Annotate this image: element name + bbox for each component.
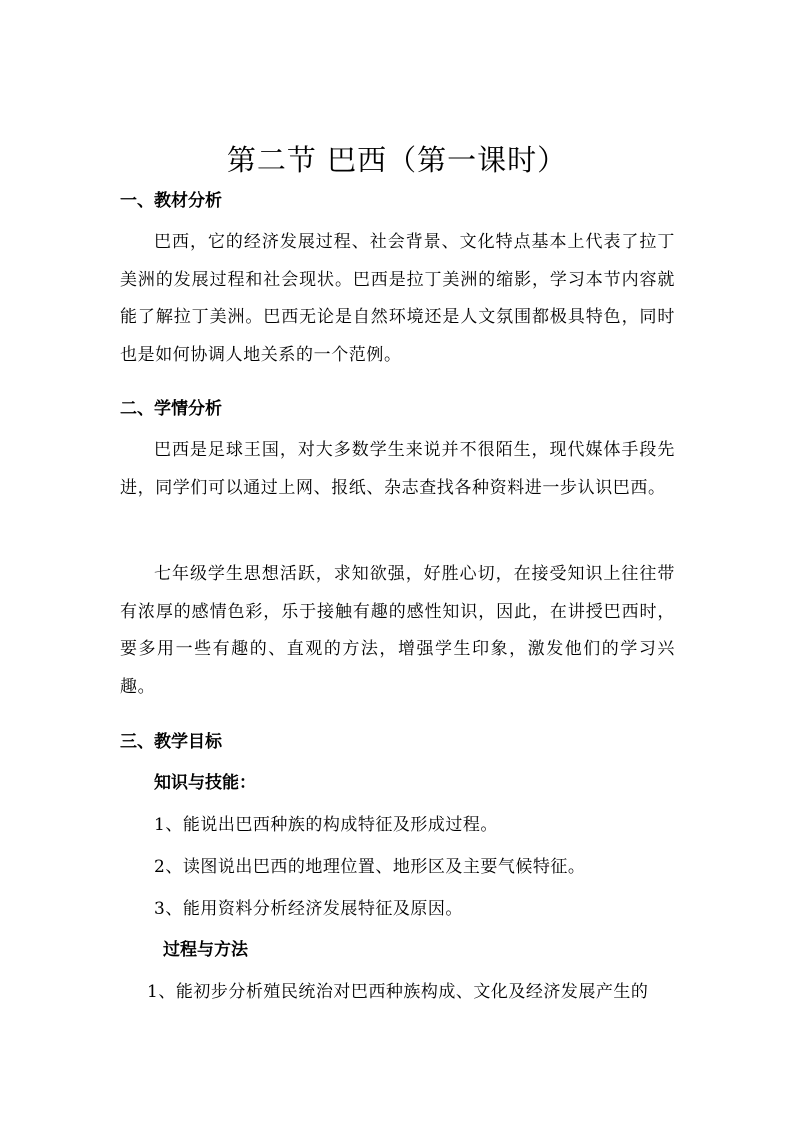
sub-heading-knowledge-skills: 知识与技能：	[154, 773, 256, 793]
sub-heading-process-methods: 过程与方法	[163, 940, 248, 960]
section-heading-textbook-analysis: 一、教材分析	[120, 191, 222, 211]
process-item-1: 1、能初步分析殖民统治对巴西种族构成、文化及经济发展产生的	[147, 982, 649, 1002]
paragraph-student-analysis-1: 巴西是足球王国，对大多数学生来说并不很陌生，现代媒体手段先进，同学们可以通过上网、报纸、杂志查找各种资料进一步认识巴西。	[120, 440, 675, 498]
section-heading-teaching-goals: 三、教学目标	[120, 732, 222, 752]
goal-item-2: 2、读图说出巴西的地理位置、地形区及主要气候特征。	[154, 857, 586, 877]
paragraph-student-analysis-2: 七年级学生思想活跃，求知欲强，好胜心切，在接受知识上往往带有浓厚的感情色彩，乐于接触有趣的感性知识，因此，在讲授巴西时，要多用一些有趣的、直观的方法，增强学生印象，激发他们的学习兴趣。	[120, 564, 675, 697]
paragraph-textbook-analysis: 巴西，它的经济发展过程、社会背景、文化特点基本上代表了拉丁美洲的发展过程和社会现状。巴西是拉丁美洲的缩影，学习本节内容就能了解拉丁美洲。巴西无论是自然环境还是人文氛围都极具特色，同时也是如何协调人地关系的一个范例。	[120, 232, 675, 365]
page-title: 第二节 巴西（第一课时）	[226, 143, 568, 177]
section-heading-student-analysis: 二、学情分析	[120, 399, 222, 419]
goal-item-1: 1、能说出巴西种族的构成特征及形成过程。	[154, 815, 498, 835]
goal-item-3: 3、能用资料分析经济发展特征及原因。	[154, 899, 463, 919]
